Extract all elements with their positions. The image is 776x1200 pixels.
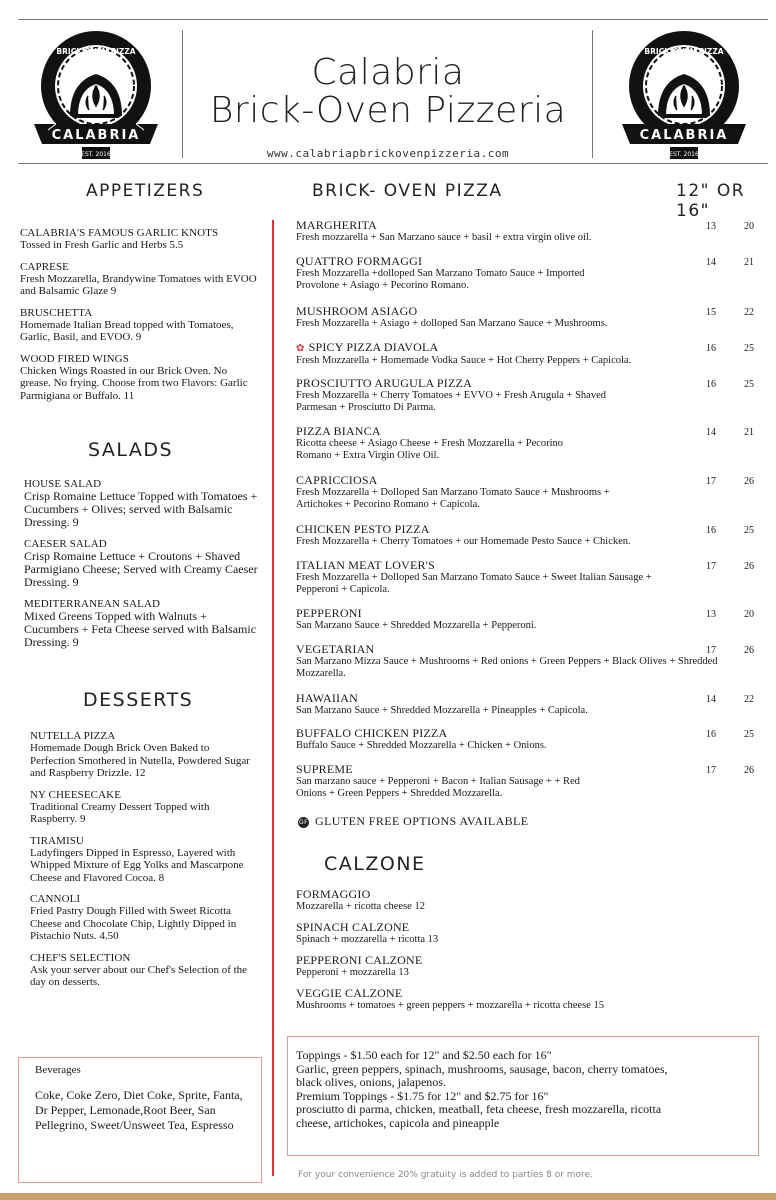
price-16: 26 <box>744 561 754 572</box>
price-16: 25 <box>744 379 754 390</box>
toppings-price: Toppings - $1.50 each for 12" and $2.50 each for 16" <box>296 1048 552 1062</box>
logo-right-icon <box>610 24 758 164</box>
list-item <box>20 261 260 298</box>
item-description: Homemade Italian Bread topped with Tomatoes, Garlic, Basil, and EVOO. 9 <box>20 318 234 343</box>
pizza-description: Fresh Mozzarella + Asiago + dolloped San Marzano Sauce + Mushrooms. <box>296 318 608 329</box>
item-description: Homemade Dough Brick Oven Baked to Perfection Smothered in Nutella, Powdered Sugar and Raspberry Drizzle. 12 <box>30 742 250 779</box>
logo-est-text: EST. 2016 <box>81 151 111 158</box>
pizza-item <box>296 643 756 680</box>
item-description: Crisp Romaine Lettuce Topped with Tomatoes + Cucumbers + Olives; served with Balsamic Dressing. 9 <box>24 489 258 529</box>
list-item <box>30 835 256 885</box>
price-16: 21 <box>744 427 754 438</box>
pizza-name: SPICY PIZZA DIAVOLA <box>308 340 439 354</box>
list-item <box>296 954 736 979</box>
pizza-name: VEGETARIAN <box>296 642 375 656</box>
price-16: 22 <box>744 307 754 318</box>
pizza-name: SUPREME <box>296 762 353 776</box>
pizza-name: CHICKEN PESTO PIZZA <box>296 522 430 536</box>
pizza-name-row <box>296 341 756 355</box>
item-description: Spinach + mozzarella + ricotta 13 <box>296 934 439 945</box>
price-12: 16 <box>706 379 716 390</box>
title-line-1: Calabria <box>311 52 465 93</box>
pizza-name: CAPRICCIOSA <box>296 473 378 487</box>
restaurant-title <box>190 54 586 130</box>
gratuity-note: For your convenience 20% gratuity is added to parties 8 or more. <box>298 1170 593 1180</box>
item-name: HOUSE SALAD <box>24 478 102 490</box>
logo-arc-text: BRICK OVEN PIZZA <box>644 47 724 56</box>
list-item <box>30 893 256 943</box>
pizza-description: Fresh Mozzarella + Cherry Tomatoes + EVVO + Fresh Arugula + Shaved Parmesan + Prosciutto Di Parma. <box>296 390 606 413</box>
price-16: 22 <box>744 694 754 705</box>
logo-arc-text: BRICK OVEN PIZZA <box>56 47 136 56</box>
item-name: TIRAMISU <box>30 834 84 847</box>
pizza-item <box>296 559 756 596</box>
pizza-item <box>296 692 756 717</box>
website-url[interactable]: www.calabriapbrickovenpizzeria.com <box>266 147 510 160</box>
header-divider-right <box>592 30 593 158</box>
premium-toppings-price: Premium Toppings - $1.75 for 12" and $2.75 for 16" <box>296 1088 549 1103</box>
item-description: Tossed in Fresh Garlic and Herbs 5.5 <box>20 239 184 251</box>
price-12: 14 <box>706 427 716 438</box>
list-item <box>30 952 256 989</box>
gluten-free-text: GLUTEN FREE OPTIONS AVAILABLE <box>315 814 529 828</box>
item-description: Mushrooms + tomatoes + green peppers + mozzarella + ricotta cheese 15 <box>296 1000 604 1011</box>
pizza-item <box>296 523 756 548</box>
item-name: CAPRESE <box>20 260 69 273</box>
pizza-description: San Marzano Sauce + Shredded Mozzarella + Pepperoni. <box>296 620 537 631</box>
pizza-item <box>296 474 756 511</box>
item-name: VEGGIE CALZONE <box>296 986 403 1000</box>
pizza-name: HAWAIIAN <box>296 691 358 705</box>
list-item <box>30 730 256 780</box>
pizza-item <box>296 607 756 632</box>
pizza-description: San Marzano Sauce + Shredded Mozzarella + Pineapples + Capicola. <box>296 705 588 716</box>
pizza-description: San marzano sauce + Pepperoni + Bacon + Italian Sausage + + Red Onions + Green Peppers + Shredded Mozzarella. <box>296 776 580 799</box>
item-description: Ladyfingers Dipped in Espresso, Layered with Whipped Mixture of Egg Yolks and Mascarpone Cheese and Flavored Cocoa. 8 <box>30 846 244 884</box>
title-line-2: Brick-Oven Pizzeria <box>209 90 567 131</box>
item-description: Traditional Creamy Dessert Topped with Raspberry. 9 <box>30 800 210 825</box>
price-12: 14 <box>706 257 716 268</box>
header-divider-left <box>182 30 183 158</box>
pizza-description: Fresh Mozzarella + Cherry Tomatoes + our Homemade Pesto Sauce + Chicken. <box>296 536 631 547</box>
item-name: MEDITERRANEAN SALAD <box>24 598 161 610</box>
price-12: 17 <box>706 561 716 572</box>
list-item <box>24 478 260 529</box>
logo-banner-text: CALABRIA <box>639 128 729 143</box>
price-12: 15 <box>706 307 716 318</box>
list-item <box>20 307 260 344</box>
item-name: NY CHEESECAKE <box>30 788 122 801</box>
price-16: 20 <box>744 609 754 620</box>
pizza-item <box>296 425 756 462</box>
pizza-name: PEPPERONI <box>296 606 362 620</box>
item-name: CAESER SALAD <box>24 538 107 550</box>
size-heading: 12" OR 16" <box>676 181 746 221</box>
pizza-item <box>296 727 756 752</box>
list-item <box>296 987 736 1012</box>
list-item <box>296 921 736 946</box>
list-item <box>296 888 736 913</box>
desserts-list <box>30 730 256 998</box>
item-name: CANNOLI <box>30 893 81 905</box>
price-12: 16 <box>706 525 716 536</box>
pizza-name: QUATTRO FORMAGGI <box>296 254 423 268</box>
price-12: 17 <box>706 645 716 656</box>
price-16: 25 <box>744 729 754 740</box>
item-description: Fried Pastry Dough Filled with Sweet Ricotta Cheese and Chocolate Chip, Lightly Dipped in Pistachio Nuts. 4.50 <box>30 905 237 942</box>
pizza-name: MUSHROOM ASIAGO <box>296 304 418 318</box>
price-16: 20 <box>744 221 754 232</box>
salads-list <box>24 478 260 658</box>
item-name: FORMAGGIO <box>296 887 371 901</box>
price-16: 21 <box>744 257 754 268</box>
beverages-heading: Beverages <box>35 1064 81 1076</box>
pizza-item <box>296 341 756 367</box>
pizza-item <box>296 377 756 414</box>
pizza-item <box>296 763 756 800</box>
premium-toppings-list: prosciutto di parma, chicken, meatball, feta cheese, fresh mozzarella, ricotta cheese, artichokes, capicola and pineapple <box>296 1102 662 1130</box>
gluten-free-icon: GF <box>299 819 308 826</box>
beverages-box <box>18 1057 262 1183</box>
price-12: 17 <box>706 765 716 776</box>
pizza-description: Ricotta cheese + Asiago Cheese + Fresh Mozzarella + Pecorino Romano + Extra Virgin Olive Oil. <box>296 438 564 461</box>
pizza-name: ITALIAN MEAT LOVER'S <box>296 558 435 572</box>
pizza-description: Fresh Mozzarella + Dolloped San Marzano Tomato Sauce + Mushrooms + Artichokes + Pecorino Romano + Capicola. <box>296 487 610 510</box>
pizza-description: San Marzano Mizza Sauce + Mushrooms + Red onions + Green Peppers + Black Olives + Shredded Mozzarella. <box>296 656 718 679</box>
price-16: 26 <box>744 645 754 656</box>
list-item <box>30 789 256 826</box>
beverages-list: Coke, Coke Zero, Diet Coke, Sprite, Fanta, Dr Pepper, Lemonade,Root Beer, San Pellegrino, Sweet/Unsweet Tea, Espresso <box>35 1088 243 1132</box>
pizza-name: PROSCIUTTO ARUGULA PIZZA <box>296 376 472 390</box>
item-name: BRUSCHETTA <box>20 306 93 319</box>
list-item <box>24 538 260 589</box>
pizza-item <box>296 305 756 330</box>
price-12: 16 <box>706 729 716 740</box>
desserts-heading: DESSERTS <box>83 689 194 711</box>
item-description: Fresh Mozzarella, Brandywine Tomatoes with EVOO and Balsamic Glaze 9 <box>20 272 257 297</box>
toppings-list: Garlic, green peppers, spinach, mushrooms, sausage, bacon, cherry tomatoes, black olives, onions, jalapenos. <box>296 1061 668 1089</box>
calzone-list <box>296 888 736 1020</box>
item-name: PEPPERONI CALZONE <box>296 953 423 967</box>
price-16: 25 <box>744 343 754 354</box>
pizza-heading: BRICK- OVEN PIZZA <box>312 181 503 201</box>
item-name: WOOD FIRED WINGS <box>20 352 129 365</box>
salads-heading: SALADS <box>88 439 174 461</box>
pizza-item <box>296 255 756 292</box>
item-name: CALABRIA'S FAMOUS GARLIC KNOTS <box>20 227 219 239</box>
price-12: 17 <box>706 476 716 487</box>
header-bottom-rule <box>18 163 768 164</box>
calzone-heading: CALZONE <box>324 853 426 875</box>
price-12: 13 <box>706 221 716 232</box>
pizza-name: BUFFALO CHICKEN PIZZA <box>296 726 448 740</box>
price-16: 26 <box>744 476 754 487</box>
column-divider-line <box>272 220 274 1176</box>
item-description: Crisp Romaine Lettuce + Croutons + Shaved Parmigiano Cheese; Served with Creamy Caeser Dressing. 9 <box>24 549 258 589</box>
price-16: 26 <box>744 765 754 776</box>
bottom-accent-bar <box>0 1193 776 1200</box>
item-name: SPINACH CALZONE <box>296 920 410 934</box>
pizza-name: MARGHERITA <box>296 218 378 232</box>
pizza-description: Buffalo Sauce + Shredded Mozzarella + Chicken + Onions. <box>296 740 547 751</box>
chili-pepper-icon: ✿ <box>296 343 305 354</box>
pizza-description: Fresh Mozzarella +dolloped San Marzano Tomato Sauce + Imported Provolone + Asiago + Pecorino Romano. <box>296 268 585 291</box>
gluten-free-note <box>298 814 529 829</box>
pizza-item <box>296 219 756 244</box>
price-12: 14 <box>706 694 716 705</box>
item-description: Chicken Wings Roasted in our Brick Oven. No grease. No frying. Choose from two Flavors: Garlic Parmigiana or Buffalo. 11 <box>20 364 248 402</box>
appetizers-list <box>20 227 260 411</box>
item-name: NUTELLA PIZZA <box>30 730 116 742</box>
toppings-text <box>296 1049 676 1130</box>
list-item <box>24 598 260 649</box>
item-description: Ask your server about our Chef's Selection of the day on desserts. <box>30 963 248 988</box>
price-16: 25 <box>744 525 754 536</box>
item-description: Mixed Greens Topped with Walnuts + Cucumbers + Feta Cheese served with Balsamic Dressing. 9 <box>24 609 257 649</box>
logo-est-text: EST. 2016 <box>669 151 699 158</box>
appetizers-heading: APPETIZERS <box>86 181 205 201</box>
item-name: CHEF'S SELECTION <box>30 951 131 964</box>
toppings-box <box>287 1036 759 1156</box>
item-description: Mozzarella + ricotta cheese 12 <box>296 901 425 912</box>
pizza-description: Fresh Mozzarella + Homemade Vodka Sauce + Hot Cherry Peppers + Capicola. <box>296 355 632 366</box>
pizza-description: Fresh mozzarella + San Marzano sauce + basil + extra virgin olive oil. <box>296 232 592 243</box>
header-top-rule <box>18 19 768 20</box>
pizza-description: Fresh Mozzarella + Dolloped San Marzano Tomato Sauce + Sweet Italian Sausage + Pepperoni + Capicola. <box>296 572 652 595</box>
price-12: 13 <box>706 609 716 620</box>
logo-left-icon <box>22 24 170 164</box>
list-item <box>20 227 260 252</box>
price-12: 16 <box>706 343 716 354</box>
list-item <box>20 353 260 403</box>
pizza-name: PIZZA BIANCA <box>296 424 381 438</box>
logo-banner-text: CALABRIA <box>51 128 141 143</box>
item-description: Pepperoni + mozzarella 13 <box>296 967 409 978</box>
